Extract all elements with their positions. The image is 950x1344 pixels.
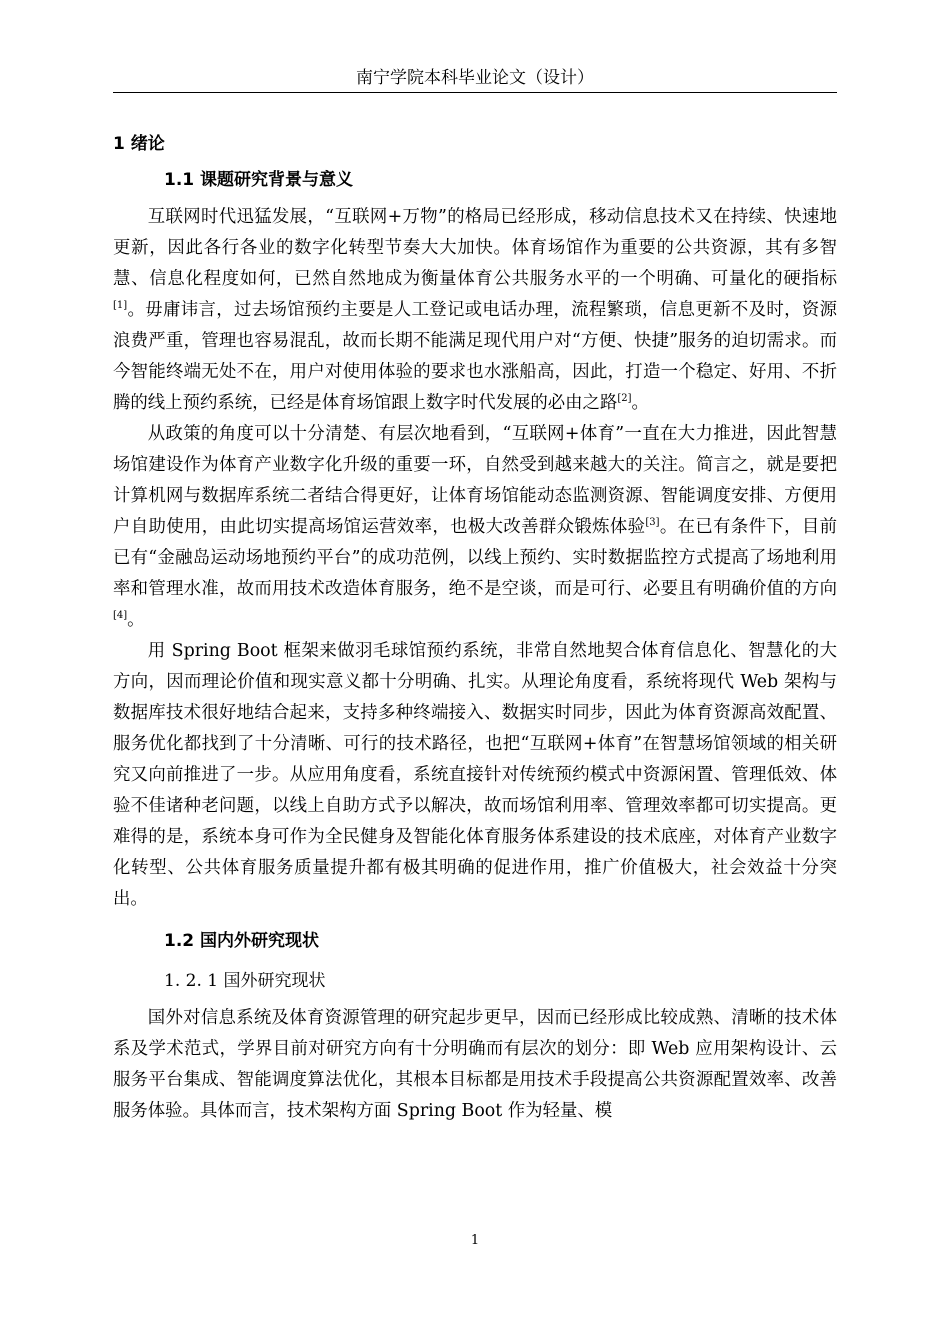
paragraph <box>113 636 837 915</box>
section-title: 1.2 国内外研究现状 <box>164 931 320 951</box>
citation-ref: [2] <box>617 393 632 405</box>
page-body <box>113 126 837 1127</box>
paragraph-text: 。毋庸讳言，过去场馆预约主要是人工登记或电话办理，流程繁琐，信息更新不及时，资源浪费严重，管理也容易混乱，故而长期不能满足现代用户对“方便、快捷”服务的迫切需求。而今智能终端无处不在，用户对使用体验的要求也水涨船高，因此，打造一个稳定、好用、不折腾的线上预约系统，已经是体育场馆跟上数字时代发展的必由之路 <box>113 300 837 413</box>
paragraph <box>113 202 837 419</box>
paragraph-text: 国外对信息系统及体育资源管理的研究起步更早，因而已经形成比较成熟、清晰的技术体系及学术范式，学界目前对研究方向有十分明确而有层次的划分：即 Web 应用架构设计、云服务平台集成、智能调度算法优化，其根本目标都是用技术手段提高公共资源配置效率、改善服务体验。具体而言，技术架构方面 Spring Boot 作为轻量、模 <box>113 1008 837 1121</box>
header-rule <box>113 92 837 93</box>
subsection-title: 1. 2. 1 国外研究现状 <box>164 971 326 991</box>
page-number: 1 <box>470 1233 480 1248</box>
citation-ref: [3] <box>645 517 660 529</box>
paragraph-text: 。在已有条件下，目前已有“金融岛运动场地预约平台”的成功范例，以线上预约、实时数据监控方式提高了场地利用率和管理水准，故而用技术改造体育服务，绝不是空谈，而是可行、必要且有明确价值的方向 <box>113 517 837 599</box>
page-header: 南宁学院本科毕业论文（设计） <box>356 68 594 88</box>
paragraph-text: 。 <box>127 610 145 630</box>
paragraph-text: 。 <box>631 393 649 413</box>
citation-ref: [4] <box>113 610 128 622</box>
paragraph <box>113 1003 837 1127</box>
paragraph-text: 从政策的角度可以十分清楚、有层次地看到，“互联网+体育”一直在大力推进，因此智慧场馆建设作为体育产业数字化升级的重要一环，自然受到越来越大的关注。简言之，就是要把计算机网与数据库系统二者结合得更好，让体育场馆能动态监测资源、智能调度安排、方便用户自助使用，由此切实提高场馆运营效率，也极大改善群众锻炼体验 <box>113 424 837 537</box>
paragraph-text: 互联网时代迅猛发展，“互联网+万物”的格局已经形成，移动信息技术又在持续、快速地更新，因此各行各业的数字化转型节奏大大加快。体育场馆作为重要的公共资源，其有多智慧、信息化程度如何，已然自然地成为衡量体育公共服务水平的一个明确、可量化的硬指标 <box>113 207 837 289</box>
paragraph <box>113 419 837 636</box>
chapter-title: 1 绪论 <box>113 134 165 154</box>
paragraph-text: 用 Spring Boot 框架来做羽毛球馆预约系统，非常自然地契合体育信息化、智慧化的大方向，因而理论价值和现实意义都十分明确、扎实。从理论角度看，系统将现代 Web 架构与数据库技术很好地结合起来，支持多种终端接入、数据实时同步，因此为体育资源高效配置、服务优化都找到了十分清晰、可行的技术路径，也把“互联网+体育”在智慧场馆领域的相关研究又向前推进了一步。从应用角度看，系统直接针对传统预约模式中资源闲置、管理低效、体验不佳诸种老问题，以线上自助方式予以解决，故而场馆利用率、管理效率都可切实提高。更难得的是，系统本身可作为全民健身及智能化体育服务体系建设的技术底座，对体育产业数字化转型、公共体育服务质量提升都有极其明确的促进作用，推广价值极大，社会效益十分突出。 <box>113 641 837 909</box>
section-title: 1.1 课题研究背景与意义 <box>164 170 354 190</box>
citation-ref: [1] <box>113 300 128 312</box>
